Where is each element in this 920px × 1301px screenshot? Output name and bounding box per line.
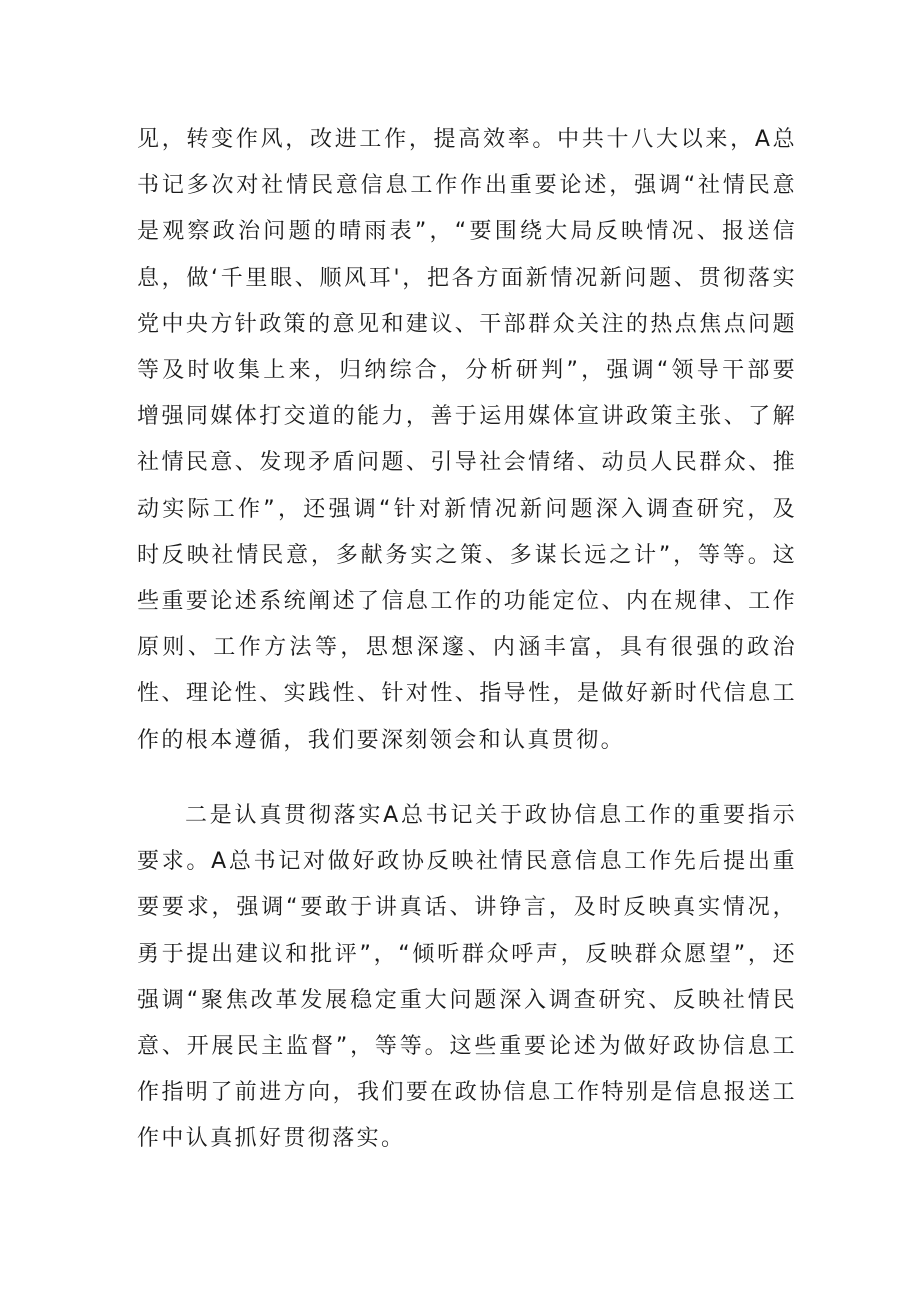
body-paragraph-2: 二是认真贯彻落实A总书记关于政协信息工作的重要指示要求。A总书记对做好政协反映社情民意信息工作先后提出重要要求，强调“要敢于讲真话、讲铮言，及时反映真实情况，勇于提出建议和批评”，“倾听群众呼声，反映群众愿望”，还强调“聚焦改革发展稳定重大问题深入调查研究、反映社情民意、开展民主监督”，等等。这些重要论述为做好政协信息工作指明了前进方向，我们要在政协信息工作特别是信息报送工作中认真抓好贯彻落实。 [137, 803, 797, 1152]
body-paragraph-1: 见，转变作风，改进工作，提高效率。中共十八大以来，A总书记多次对社情民意信息工作作出重要论述，强调“社情民意是观察政治问题的晴雨表”，“要围绕大局反映情况、报送信息，做‘千里眼、顺风耳'，把各方面新情况新问题、贯彻落实党中央方针政策的意见和建议、干部群众关注的热点焦点问题等及时收集上来，归纳综合，分析研判”，强调“领导干部要增强同媒体打交道的能力，善于运用媒体宣讲政策主张、了解社情民意、发现矛盾问题、引导社会情绪、动员人民群众、推动实际工作”，还强调“针对新情况新问题深入调查研究，及时反映社情民意，多献务实之策、多谋长远之计”，等等。这些重要论述系统阐述了信息工作的功能定位、内在规律、工作原则、工作方法等，思想深邃、内涵丰富，具有很强的政治性、理论性、实践性、针对性、指导性，是做好新时代信息工作的根本遵循，我们要深刻领会和认真贯彻。 [137, 127, 797, 753]
